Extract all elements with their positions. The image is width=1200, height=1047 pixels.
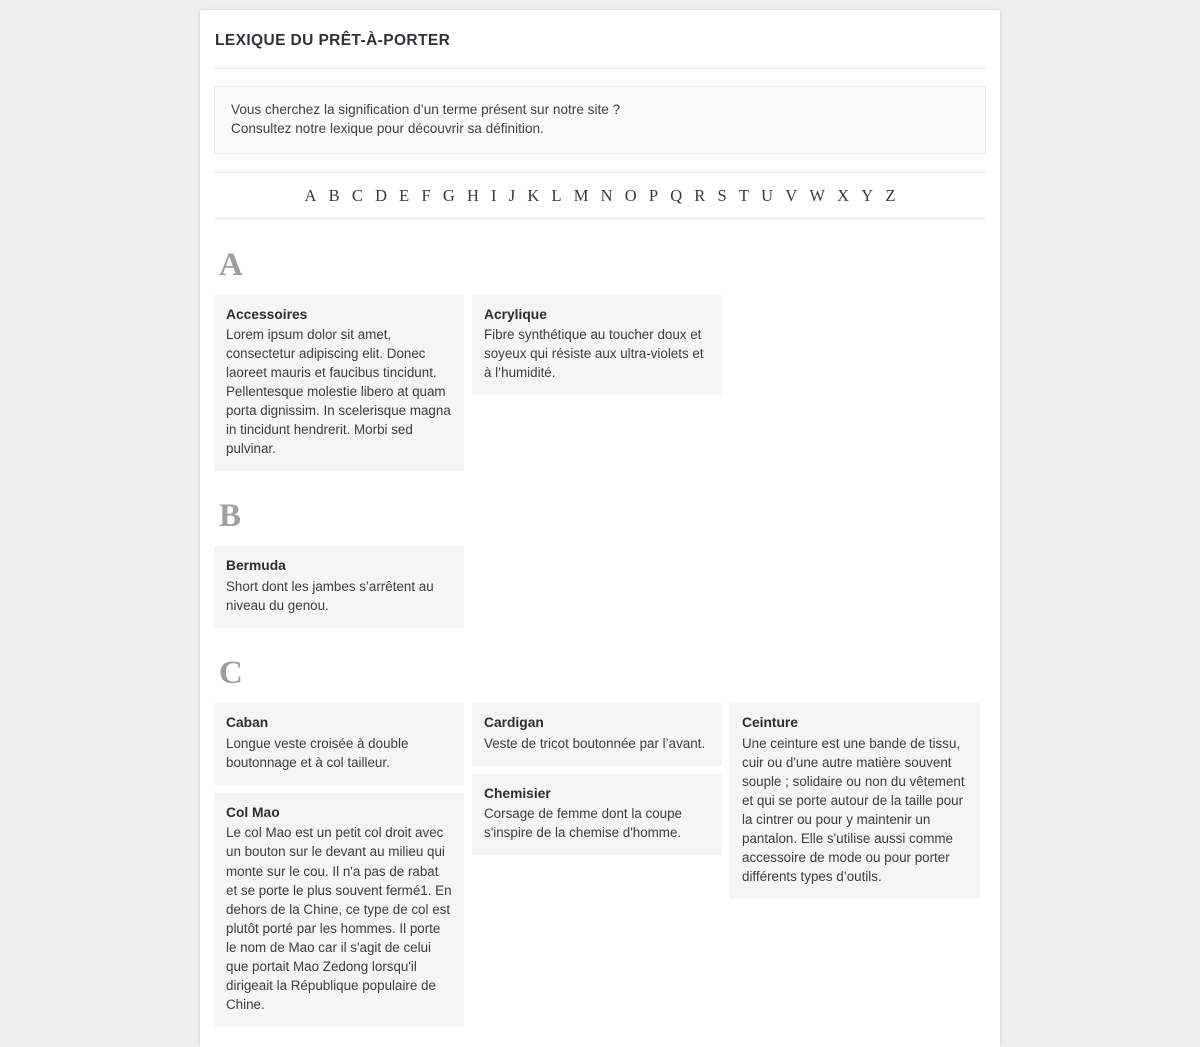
section-columns	[214, 295, 986, 472]
alphabet-link-o[interactable]: O	[624, 185, 637, 205]
alphabet-link-k[interactable]: K	[527, 185, 540, 205]
entry-term: Caban	[226, 715, 269, 731]
alphabet-link-a[interactable]: A	[304, 185, 317, 205]
intro-line-2: Consultez notre lexique pour découvrir sa définition.	[231, 121, 544, 137]
alphabet-link-r[interactable]: R	[694, 185, 706, 205]
alphabet-link-m[interactable]: M	[573, 185, 589, 205]
entry-definition: Veste de tricot boutonnée par l’avant.	[484, 735, 706, 751]
alphabet-link-i[interactable]: I	[491, 185, 497, 205]
entry-definition: Fibre synthétique au toucher doux et soyeux qui résiste aux ultra-violets et à l’humidité.	[484, 327, 704, 381]
section-letter-heading: B	[219, 498, 242, 535]
alphabet-link-w[interactable]: W	[809, 185, 825, 205]
entry-term: Chemisier	[484, 785, 551, 801]
entry-definition: Lorem ipsum dolor sit amet, consectetur adipiscing elit. Donec laoreet mauris et faucibus tincidunt. Pellentesque molestie libero at quam porta dignissim. In scelerisque magna in tincidunt hendrerit. Morbi sed pulvinar.	[226, 327, 451, 457]
entry-term: Acrylique	[484, 306, 547, 322]
alphabet-link-u[interactable]: U	[761, 185, 774, 205]
alphabet-link-v[interactable]: V	[785, 185, 798, 205]
lexicon-entry	[472, 295, 722, 396]
lexicon-entry	[472, 703, 722, 766]
entry-term: Bermuda	[226, 558, 286, 574]
entry-definition: Une ceinture est une bande de tissu, cuir ou d'une autre matière souvent souple ; solidaire ou non du vêtement et qui se porte autour de la taille pour la cintrer ou pour y maintenir un pantalon. Elle s'utilise aussi comme accessoire de mode ou pour porter différents types d’outils.	[742, 735, 965, 884]
entry-column	[730, 703, 980, 899]
entry-column	[214, 703, 464, 1027]
entry-column	[472, 703, 722, 855]
lexicon-entry	[214, 793, 464, 1027]
entry-term: Accessoires	[226, 306, 308, 322]
alphabet-link-p[interactable]: P	[648, 185, 658, 205]
intro-line-1: Vous cherchez la signification d’un terme présent sur notre site ?	[231, 102, 621, 117]
alphabet-link-b[interactable]: B	[328, 185, 340, 205]
alphabet-link-j[interactable]: J	[508, 185, 516, 205]
alphabet-link-d[interactable]: D	[375, 185, 387, 205]
entry-column	[214, 295, 464, 472]
lexicon-entry	[214, 295, 464, 472]
alphabet-link-q[interactable]: Q	[670, 185, 683, 205]
lexicon-entry	[730, 703, 980, 899]
section-columns	[214, 546, 986, 628]
lexicon-sections	[214, 246, 986, 1047]
alphabet-link-y[interactable]: Y	[861, 185, 874, 205]
alphabet-link-t[interactable]: T	[738, 185, 749, 205]
alphabet-link-c[interactable]: C	[351, 185, 363, 205]
entry-definition: Short dont les jambes s’arrêtent au niveau du genou.	[226, 579, 434, 614]
alphabet-link-s[interactable]: S	[717, 185, 727, 205]
lexicon-entry	[472, 774, 722, 856]
entry-definition: Longue veste croisée à double boutonnage et à col tailleur.	[226, 735, 409, 770]
alphabet-link-l[interactable]: L	[551, 185, 562, 205]
intro-box	[214, 86, 986, 154]
section-columns	[214, 703, 986, 1027]
entry-column	[214, 546, 464, 628]
lexicon-section-c	[214, 657, 986, 1027]
lexicon-entry	[214, 703, 464, 785]
entry-definition: Corsage de femme dont la coupe s'inspire de la chemise d'homme.	[484, 806, 683, 841]
alphabet-link-n[interactable]: N	[600, 185, 613, 205]
lexicon-entry	[214, 546, 464, 628]
title-divider	[214, 68, 986, 69]
section-letter-heading: A	[219, 246, 243, 283]
alphabet-link-f[interactable]: F	[421, 185, 431, 205]
alphabet-link-g[interactable]: G	[442, 185, 455, 205]
page-title: LEXIQUE DU PRÊT-À-PORTER	[215, 32, 451, 49]
entry-term: Col Mao	[226, 804, 280, 820]
entry-definition: Le col Mao est un petit col droit avec un bouton sur le devant au milieu qui monte sur le cou. Il n'a pas de rabat et se porte le plus souvent fermé1. En dehors de la Chine, ce type de col est plutôt porté par les hommes. Il porte le nom de Mao car il s'agit de celui que portait Mao Zedong lorsqu'il dirigeait la République populaire de Chine.	[226, 825, 452, 1012]
alphabet-link-x[interactable]: X	[837, 185, 850, 205]
alphabet-nav	[214, 172, 986, 219]
lexicon-page-card	[200, 10, 1000, 1047]
lexicon-section-b	[214, 500, 986, 628]
entry-term: Cardigan	[484, 715, 544, 731]
alphabet-link-z[interactable]: Z	[885, 185, 896, 205]
section-letter-heading: C	[219, 655, 243, 692]
entry-column	[472, 295, 722, 396]
lexicon-section-a	[214, 246, 986, 472]
alphabet-link-e[interactable]: E	[399, 185, 410, 205]
card-inner	[200, 10, 1000, 1047]
alphabet-link-h[interactable]: H	[466, 185, 479, 205]
entry-term: Ceinture	[742, 715, 798, 731]
